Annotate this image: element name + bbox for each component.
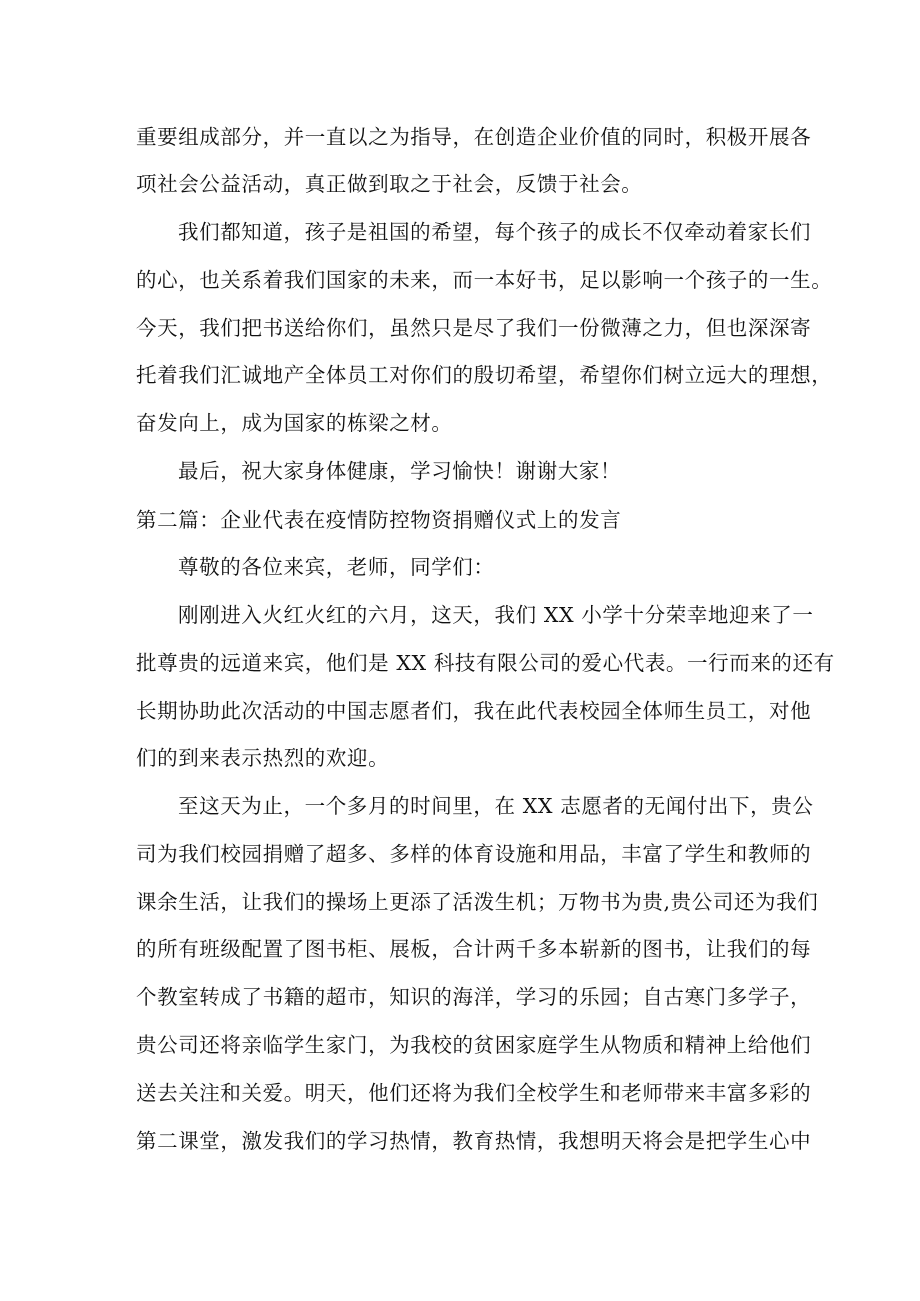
text-line: 至这天为止，一个多月的时间里，在 XX 志愿者的无闻付出下，贵公 — [178, 794, 814, 818]
text-line: 奋发向上，成为国家的栋梁之材。 — [136, 411, 453, 435]
text-line: 长期协助此次活动的中国志愿者们，我在此代表校园全体师生员工，对他 — [136, 699, 812, 723]
text-line: 司为我们校园捐赠了超多、多样的体育设施和用品，丰富了学生和教师的 — [136, 842, 812, 866]
text-line: 今天，我们把书送给你们，虽然只是尽了我们一份微薄之力，但也深深寄 — [136, 316, 812, 340]
text-line: 个教室转成了书籍的超市，知识的海洋，学习的乐园；自古寒门多学子， — [136, 985, 812, 1009]
text-line: 最后，祝大家身体健康，学习愉快！谢谢大家！ — [178, 459, 622, 483]
text-line: 托着我们汇诚地产全体员工对你们的殷切希望，希望你们树立远大的理想， — [136, 363, 833, 387]
text-line: 刚刚进入火红火红的六月，这天，我们 XX 小学十分荣幸地迎来了一 — [178, 603, 814, 627]
text-line: 第二课堂，激发我们的学习热情，教育热情，我想明天将会是把学生心中 — [136, 1129, 812, 1153]
text-line: 的所有班级配置了图书柜、展板，合计两千多本崭新的图书，让我们的每 — [136, 937, 812, 961]
salutation: 尊敬的各位来宾，老师，同学们： — [178, 555, 495, 579]
text-line: 贵公司还将亲临学生家门，为我校的贫困家庭学生从物质和精神上给他们 — [136, 1033, 812, 1057]
text-line: 的心，也关系着我们国家的未来，而一本好书，足以影响一个孩子的一生。 — [136, 268, 833, 292]
text-line: 我们都知道，孩子是祖国的希望，每个孩子的成长不仅牵动着家长们 — [178, 220, 811, 244]
text-line: 送去关注和关爱。明天，他们还将为我们全校学生和老师带来丰富多彩的 — [136, 1081, 812, 1105]
text-line: 重要组成部分，并一直以之为指导，在创造企业价值的同时，积极开展各 — [136, 125, 812, 149]
text-line: 批尊贵的远道来宾，他们是 XX 科技有限公司的爱心代表。一行而来的还有 — [136, 651, 835, 675]
section-heading: 第二篇：企业代表在疫情防控物资捐赠仪式上的发言 — [136, 508, 622, 532]
text-line: 们的到来表示热烈的欢迎。 — [136, 746, 390, 770]
text-line: 课余生活，让我们的操场上更添了活泼生机；万物书为贵,贵公司还为我们 — [136, 890, 819, 914]
text-line: 项社会公益活动，真正做到取之于社会，反馈于社会。 — [136, 172, 643, 196]
